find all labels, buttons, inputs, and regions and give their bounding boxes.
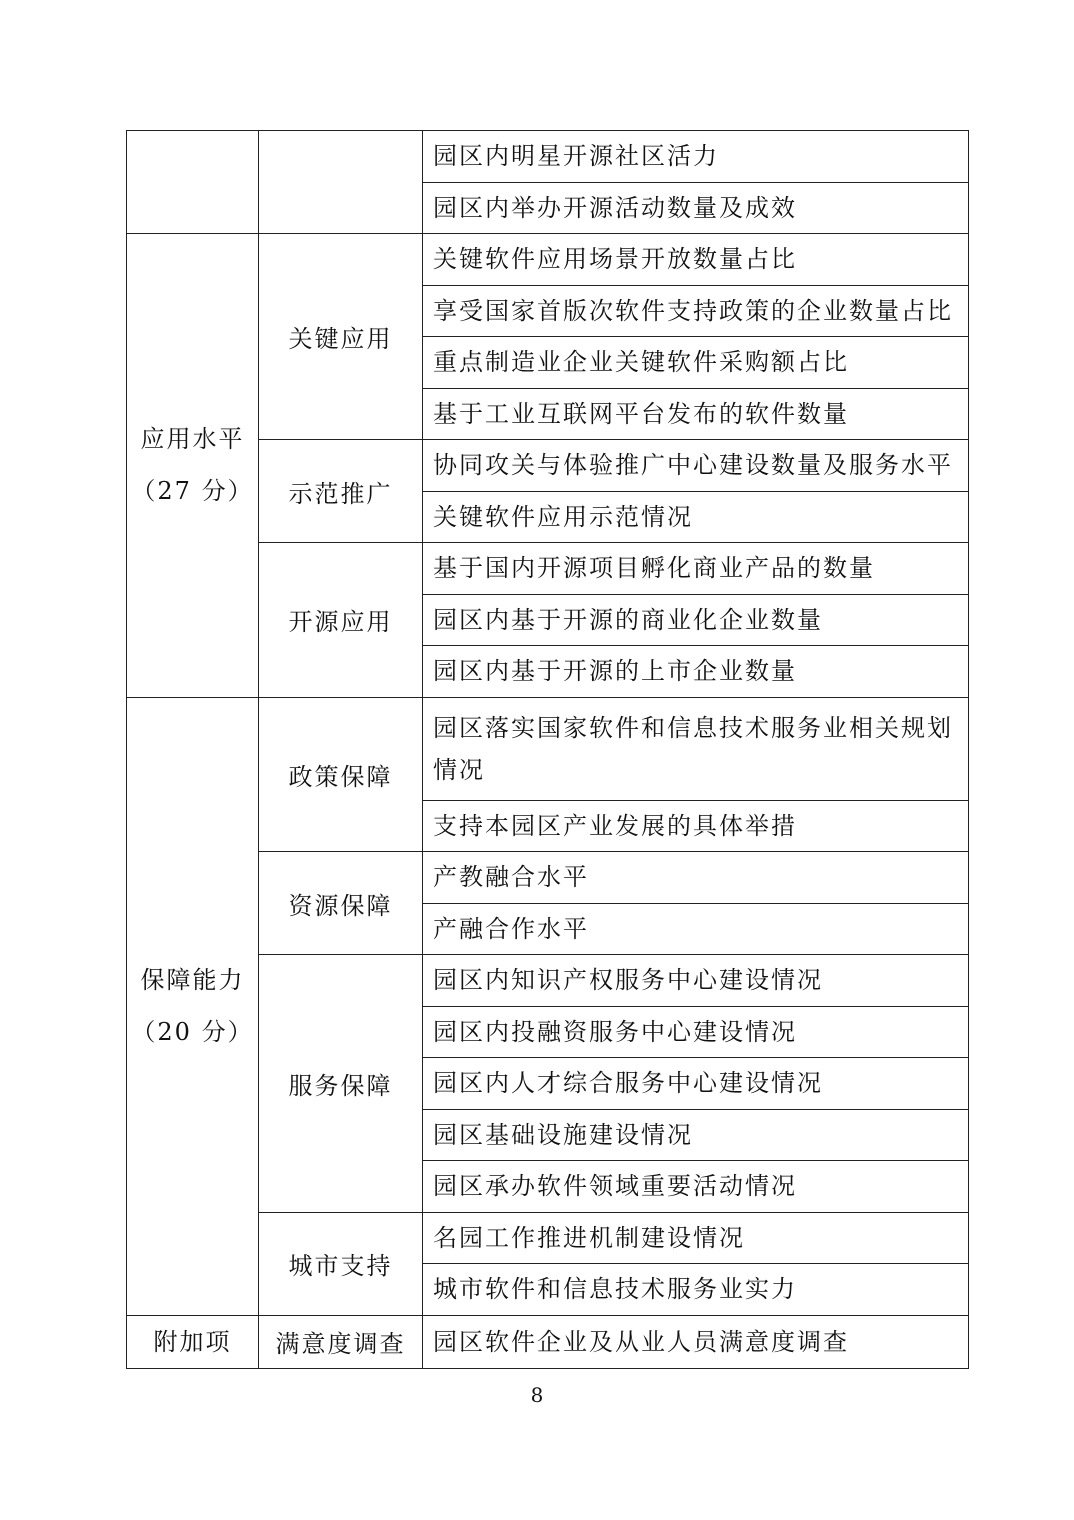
indicator-text: 协同攻关与体验推广中心建设数量及服务水平: [433, 451, 953, 480]
indicator-table: [126, 130, 969, 1369]
indicator-text: 园区内投融资服务中心建设情况: [433, 1017, 797, 1046]
indicator-cell: [423, 131, 969, 183]
table-row: [127, 697, 969, 800]
subcategory-cell: 资源保障: [259, 852, 423, 955]
indicator-table-body: [127, 131, 969, 1369]
indicator-text: 园区内人才综合服务中心建设情况: [433, 1069, 823, 1098]
indicator-cell: [423, 594, 969, 646]
indicator-cell: [423, 800, 969, 852]
indicator-cell: [423, 697, 969, 800]
indicator-text: 享受国家首版次软件支持政策的企业数量占比: [433, 296, 953, 325]
indicator-cell: [423, 491, 969, 543]
indicator-text: 情况: [433, 755, 485, 784]
table-row: [127, 234, 969, 286]
subcategory-cell: 政策保障: [259, 697, 423, 852]
indicator-text: 园区内举办开源活动数量及成效: [433, 193, 797, 222]
indicator-text: 支持本园区产业发展的具体举措: [433, 811, 797, 840]
category-label: （27 分）: [131, 477, 254, 506]
table-row: [127, 131, 969, 183]
subcategory-cell: 城市支持: [259, 1212, 423, 1315]
subcategory-cell: 开源应用: [259, 543, 423, 698]
indicator-text: 园区承办软件领域重要活动情况: [433, 1172, 797, 1201]
indicator-cell: [423, 1264, 969, 1316]
subcategory-cell: 满意度调查: [259, 1315, 423, 1368]
indicator-cell: [423, 1212, 969, 1264]
indicator-text: 园区基础设施建设情况: [433, 1120, 693, 1149]
indicator-cell: [423, 1161, 969, 1213]
indicator-text: 城市软件和信息技术服务业实力: [433, 1275, 797, 1304]
subcategory-cell: 示范推广: [259, 440, 423, 543]
indicator-cell: [423, 955, 969, 1007]
category-cell: [127, 234, 259, 698]
indicator-text: 重点制造业企业关键软件采购额占比: [433, 348, 849, 377]
category-label: 附加项: [153, 1327, 232, 1356]
indicator-text: 产教融合水平: [433, 863, 589, 892]
indicator-cell: [423, 440, 969, 492]
category-cell: [127, 1315, 259, 1368]
indicator-cell: [423, 1109, 969, 1161]
indicator-cell: [423, 1058, 969, 1110]
indicator-text: 基于工业互联网平台发布的软件数量: [433, 399, 849, 428]
indicator-cell: [423, 1315, 969, 1368]
indicator-cell: [423, 285, 969, 337]
table-row: [127, 1315, 969, 1368]
indicator-text: 园区内基于开源的上市企业数量: [433, 657, 797, 686]
indicator-cell: [423, 852, 969, 904]
page-number: 8: [530, 1383, 544, 1407]
indicator-text: 园区内知识产权服务中心建设情况: [433, 966, 823, 995]
indicator-cell: [423, 646, 969, 698]
indicator-text: 名园工作推进机制建设情况: [433, 1223, 745, 1252]
indicator-text: 园区内明星开源社区活力: [433, 142, 719, 171]
indicator-text: 关键软件应用示范情况: [433, 502, 693, 531]
indicator-text: 园区软件企业及从业人员满意度调查: [433, 1327, 849, 1356]
category-label: 保障能力: [140, 966, 245, 994]
indicator-text: 关键软件应用场景开放数量占比: [433, 245, 797, 274]
indicator-text: 园区落实国家软件和信息技术服务业相关规划: [433, 713, 953, 742]
category-cell: [127, 697, 259, 1315]
indicator-text: 产融合作水平: [433, 914, 589, 943]
indicator-cell: [423, 1006, 969, 1058]
indicator-cell: [423, 234, 969, 286]
indicator-text: 基于国内开源项目孵化商业产品的数量: [433, 554, 875, 583]
category-cell: [127, 131, 259, 234]
subcategory-cell: [259, 131, 423, 234]
indicator-cell: [423, 543, 969, 595]
indicator-cell: [423, 182, 969, 234]
subcategory-cell: 服务保障: [259, 955, 423, 1213]
category-label: （20 分）: [131, 1018, 254, 1046]
indicator-text: 园区内基于开源的商业化企业数量: [433, 605, 823, 634]
indicator-cell: [423, 337, 969, 389]
category-label: 应用水平: [140, 425, 245, 454]
subcategory-cell: 关键应用: [259, 234, 423, 440]
indicator-cell: [423, 903, 969, 955]
indicator-cell: [423, 388, 969, 440]
